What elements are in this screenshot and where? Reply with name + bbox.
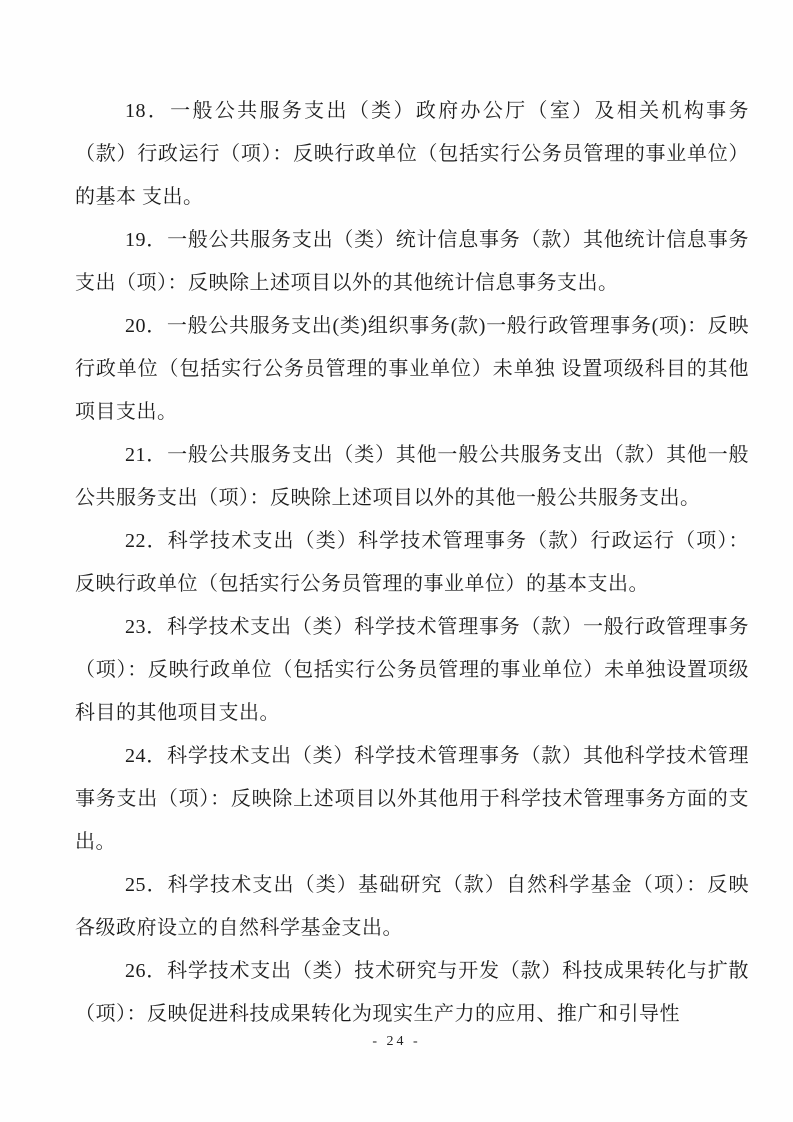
paragraph-item-22: 22．科学技术支出（类）科学技术管理事务（款）行政运行（项）：反映行政单位（包括实行公务员管理的事业单位）的基本支出。: [75, 530, 749, 595]
paragraph-item-23: 23．科学技术支出（类）科学技术管理事务（款）一般行政管理事务（项）：反映行政单位（包括实行公务员管理的事业单位）未单独设置项级科目的其他项目支出。: [75, 616, 749, 724]
paragraph-item-26: 26．科学技术支出（类）技术研究与开发（款）科技成果转化与扩散（项）：反映促进科技成果转化为现实生产力的应用、推广和引导性: [75, 960, 749, 1025]
paragraph-item-24: 24．科学技术支出（类）科学技术管理事务（款）其他科学技术管理事务支出（项）：反映除上述项目以外其他用于科学技术管理事务方面的支出。: [75, 745, 749, 853]
paragraph-item-25: 25．科学技术支出（类）基础研究（款）自然科学基金（项）：反映各级政府设立的自然科学基金支出。: [75, 874, 749, 939]
paragraph-item-18: 18．一般公共服务支出（类）政府办公厅（室）及相关机构事务（款）行政运行（项）：反映行政单位（包括实行公务员管理的事业单位）的基本 支出。: [75, 100, 749, 208]
document-body: [75, 90, 749, 1036]
paragraph-item-20: 20．一般公共服务支出(类)组织事务(款)一般行政管理事务(项)：反映行政单位（包括实行公务员管理的事业单位）未单独 设置项级科目的其他项目支出。: [75, 315, 749, 423]
paragraph-item-21: 21．一般公共服务支出（类）其他一般公共服务支出（款）其他一般公共服务支出（项）：反映除上述项目以外的其他一般公共服务支出。: [75, 444, 749, 509]
page-number: - 24 -: [372, 1034, 421, 1049]
paragraph-item-19: 19．一般公共服务支出（类）统计信息事务（款）其他统计信息事务支出（项）：反映除上述项目以外的其他统计信息事务支出。: [75, 229, 749, 294]
